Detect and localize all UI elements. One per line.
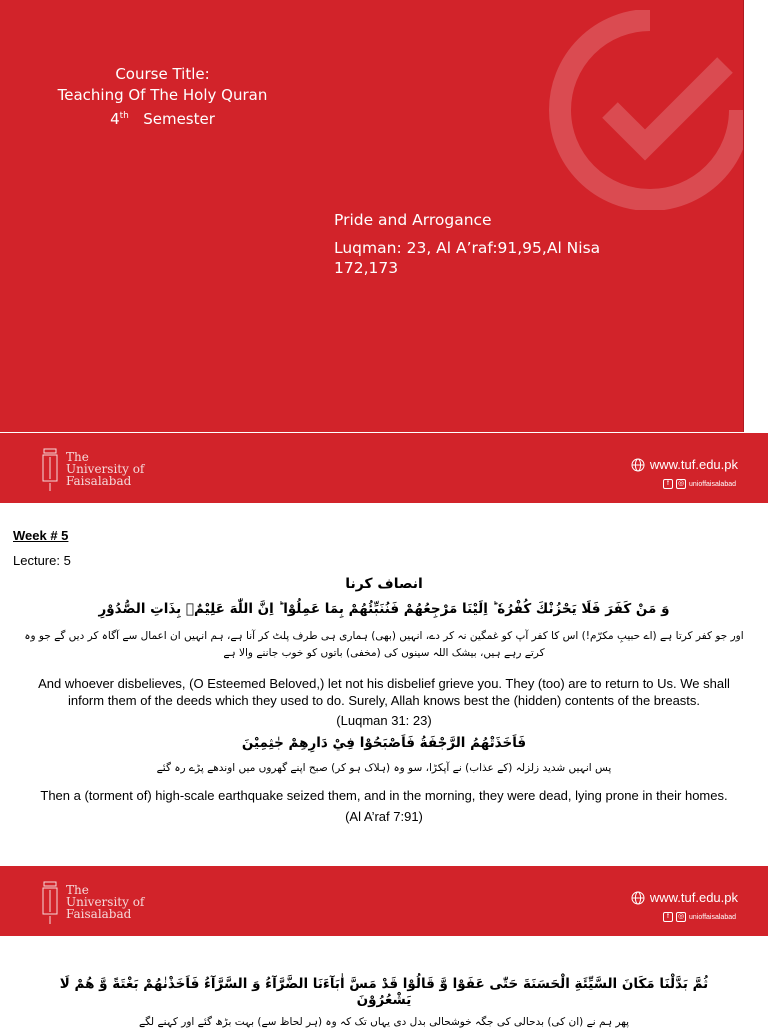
semester-line (45, 106, 280, 130)
instagram-icon[interactable]: ◎ (677, 480, 685, 487)
check-badge-watermark-icon (540, 10, 744, 210)
university-banner (0, 866, 768, 936)
facebook-icon[interactable]: f (663, 912, 673, 922)
semester-word: Semester (143, 110, 215, 128)
university-logo (40, 878, 144, 926)
website-link[interactable] (631, 457, 738, 472)
course-name: Teaching Of The Holy Quran (57, 86, 268, 104)
semester-suffix: th (119, 111, 129, 121)
facebook-icon[interactable]: f (663, 479, 673, 489)
lecture-references: Luqman: 23, Al A’raf:91,95,Al Nisa 172,173 (334, 239, 601, 277)
lecture-topic-block (334, 210, 624, 278)
university-wordmark (66, 884, 144, 920)
lecture-number: Lecture: 5 (13, 553, 71, 568)
social-links (663, 479, 736, 489)
english-translation-1: And whoever disbelieves, (O Esteemed Beloved,) let not his disbelief grieve you. They (too) are to return to Us. We shall inform them of the deeds which they used to do. Surely, Allah knows best the (hidden) contents of the breasts. (38, 676, 730, 708)
logo-line-1: The (66, 883, 89, 897)
logo-line-2: University of (66, 462, 145, 476)
title-slide (0, 0, 744, 432)
urdu-translation-2: پس انہیں شدید زلزلہ (کے عذاب) نے آپکڑا، سو وہ (ہلاک ہو کر) صبح اپنے گھروں میں اوندھے پڑے رہ گئے (156, 762, 612, 774)
urdu-heading: انصاف کرنا (345, 576, 423, 592)
arabic-verse-1: وَ مَنْ كَفَرَ فَلَا يَحْزُنْكَ كُفْرُهٗ ؕ اِلَيْنَا مَرْجِعُهُمْ فَنُنَبِّئُهُمْ بِمَا عَمِلُوْا ؕ اِنَّ اللّٰهَ عَلِيْمٌۢ بِذَاتِ الصُّدُوْرِ (98, 601, 670, 617)
university-crest-icon (40, 445, 60, 493)
arabic-verse-2: فَاَخَذَتْهُمُ الرَّجْفَةُ فَاَصْبَحُوْا فِيْ دَارِهِمْ جٰثِمِيْنَ (241, 735, 527, 751)
english-translation-2: Then a (torment of) high-scale earthquake seized them, and in the morning, they were dead, lying prone in their homes. (40, 788, 728, 803)
website-url: www.tuf.edu.pk (649, 890, 738, 905)
logo-line-3: Faisalabad (66, 907, 132, 921)
social-links (663, 912, 736, 922)
university-logo (40, 445, 144, 493)
arabic-verse-3: ثُمَّ بَدَّلْنَا مَكَانَ السَّيِّئَةِ الْحَسَنَةَ حَتّٰى عَفَوْا وَّ قَالُوْا قَدْ مَسَّ اٰبَآءَنَا الضَّرَّآءُ وَ السَّرَّآءُ فَاَخَذْنٰهُمْ بَغْتَةً وَّ هُمْ لَا يَشْعُرُوْنَ (59, 976, 709, 1008)
logo-line-2: University of (66, 895, 145, 909)
logo-line-3: Faisalabad (66, 474, 132, 488)
website-url: www.tuf.edu.pk (649, 457, 738, 472)
website-link[interactable] (631, 890, 738, 905)
course-title-block (45, 64, 280, 130)
university-crest-icon (40, 878, 60, 926)
verse-reference-1: (Luqman 31: 23) (336, 713, 432, 728)
semester-number: 4 (110, 110, 120, 128)
university-wordmark (66, 451, 144, 487)
lecture-topic: Pride and Arrogance (334, 211, 492, 229)
instagram-icon[interactable]: ◎ (677, 913, 685, 920)
course-title-label: Course Title: (115, 65, 210, 83)
urdu-translation-1: اور جو کفر کرتا ہے (اے حبیبِ مکرّم!) اس کا کفر آپ کو غمگین نہ کر دے، انہیں (بھی) ہماری ہی طرف پلٹ کر آنا ہے، ہم انہیں ان اعمال سے آگاہ کر دیں گے جو وہ کرتے رہے ہیں، بیشک اللہ سینوں کی (مخفی) باتوں کو خوب جاننے والا ہے (24, 630, 744, 659)
globe-icon (631, 458, 645, 472)
urdu-translation-3: پھر ہم نے (ان کی) بدحالی کی جگہ خوشحالی بدل دی یہاں تک کہ وہ (ہر لحاظ سے) بہت بڑھ گئے اور کہنے لگے (138, 1016, 630, 1028)
week-heading: Week # 5 (13, 528, 69, 543)
globe-icon (631, 891, 645, 905)
university-banner (0, 433, 768, 503)
verse-reference-2: (Al A’raf 7:91) (345, 809, 423, 824)
social-handle: unioffaisalabad (689, 913, 736, 921)
social-handle: unioffaisalabad (689, 480, 736, 488)
logo-line-1: The (66, 450, 89, 464)
